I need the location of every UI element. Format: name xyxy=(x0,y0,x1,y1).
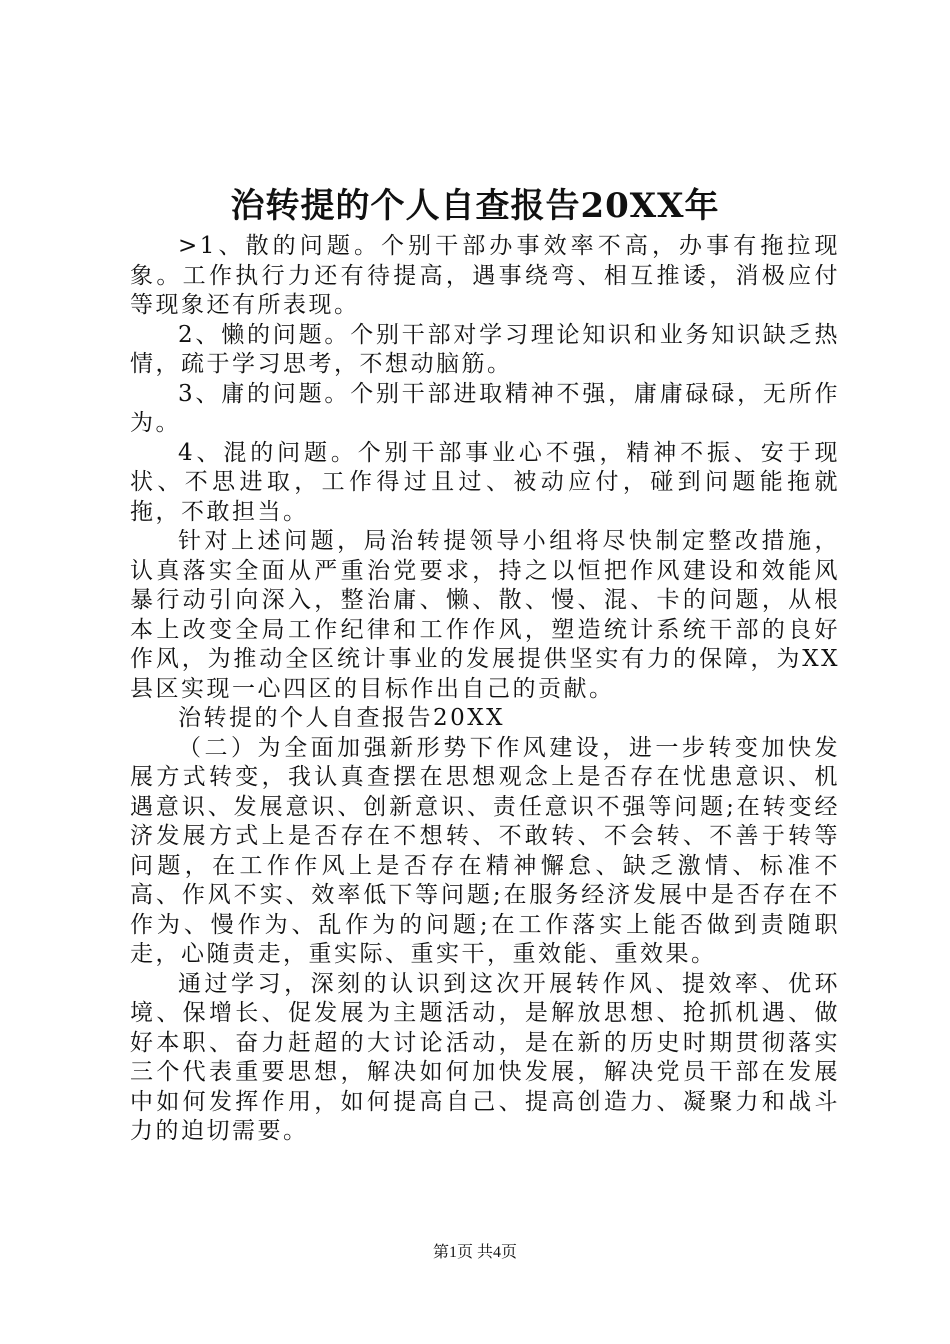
document-title: 治转提的个人自查报告20XX年 xyxy=(230,186,720,226)
document-body xyxy=(130,232,840,1147)
paragraph-3: 3、庸的问题。个别干部进取精神不强，庸庸碌碌，无所作为。 xyxy=(130,380,840,436)
paragraph-7: 通过学习，深刻的认识到这次开展转作风、提效率、优环境、保增长、促发展为主题活动，是解放思想、抢抓机遇、做好本职、奋力赶超的大讨论活动，是在新的历史时期贯彻落实三个代表重要思想，解决如何加快发展，解决党员干部在发展中如何发挥作用，如何提高自己、提高创造力、凝聚力和战斗力的迫切需要。 xyxy=(130,970,840,1144)
page-number-footer: 第1页 共4页 xyxy=(432,1244,517,1261)
paragraph-1: >1、散的问题。个别干部办事效率不高，办事有拖拉现象。工作执行力还有待提高，遇事绕弯、相互推诿，消极应付等现象还有所表现。 xyxy=(130,233,840,318)
paragraph-2: 2、懒的问题。个别干部对学习理论知识和业务知识缺乏热情，疏于学习思考，不想动脑筋。 xyxy=(130,321,840,377)
paragraph-5: 针对上述问题，局治转提领导小组将尽快制定整改措施，认真落实全面从严重治党要求，持之以恒把作风建设和效能风暴行动引向深入，整治庸、懒、散、慢、混、卡的问题，从根本上改变全局工作纪律和工作作风，塑造统计系统干部的良好作风，为推动全区统计事业的发展提供坚实有力的保障，为XX县区实现一心四区的目标作出自己的贡献。 xyxy=(130,528,840,702)
section-heading: 治转提的个人自查报告20XX xyxy=(178,705,506,731)
paragraph-6: （二）为全面加强新形势下作风建设，进一步转变加快发展方式转变，我认真查摆在思想观念上是否存在忧患意识、机遇意识、发展意识、创新意识、责任意识不强等问题;在转变经济发展方式上是否存在不想转、不敢转、不会转、不善于转等问题，在工作作风上是否存在精神懈怠、缺乏激情、标准不高、作风不实、效率低下等问题;在服务经济发展中是否存在不作为、慢作为、乱作为的问题;在工作落实上能否做到责随职走，心随责走，重实际、重实干，重效能、重效果。 xyxy=(130,734,840,967)
paragraph-4: 4、混的问题。个别干部事业心不强，精神不振、安于现状、不思进取，工作得过且过、被动应付，碰到问题能拖就拖，不敢担当。 xyxy=(130,439,840,525)
